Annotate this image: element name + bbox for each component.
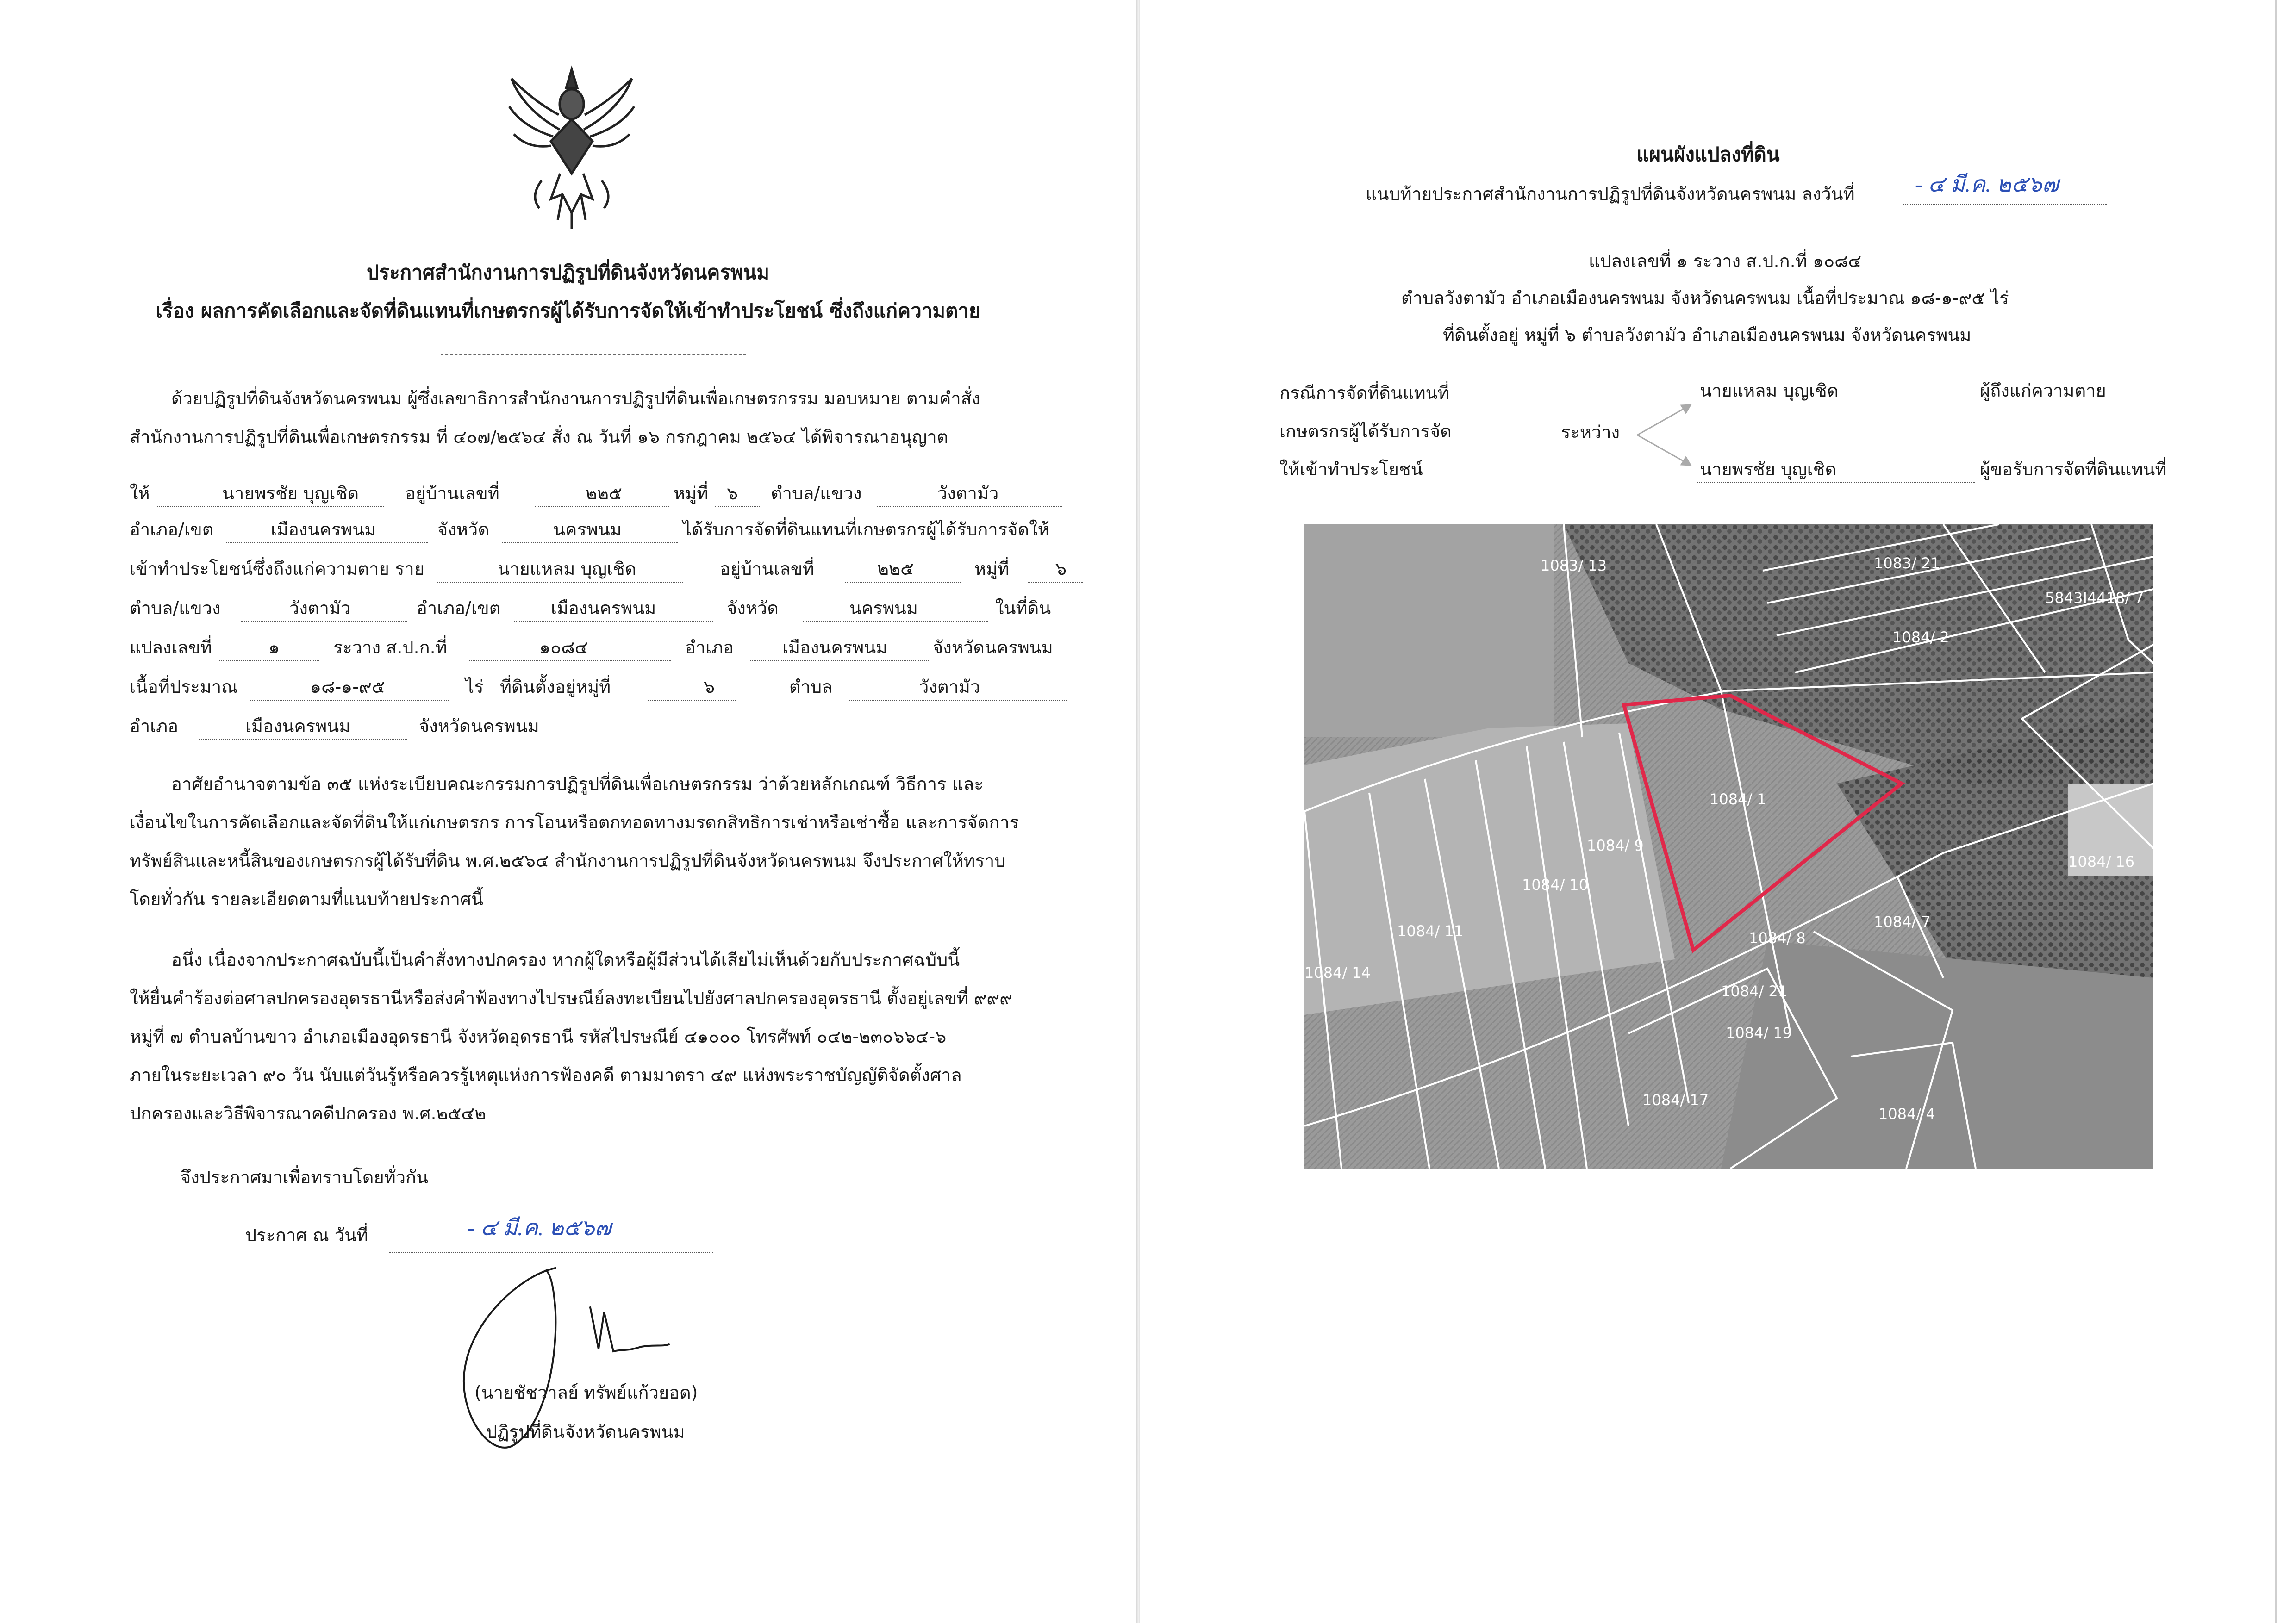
- underline: [1697, 482, 1975, 483]
- date-label: ประกาศ ณ วันที่: [245, 1225, 368, 1245]
- underline: [845, 582, 961, 583]
- para1-line2: สำนักงานการปฏิรูปที่ดินเพื่อเกษตรกรรม ที่ ๔๐๗/๒๕๖๔ สั่ง ณ วันที่ ๑๖ กรกฎาคม ๒๕๖๔ ได้พิจารณาอนุญาต: [130, 427, 948, 447]
- underline: [199, 739, 407, 740]
- field-moo: ๖: [1055, 559, 1067, 579]
- case-line: กรณีการจัดที่ดินแทนที่: [1279, 383, 1449, 403]
- garuda-emblem-icon: [507, 60, 636, 231]
- para1-line4-rest: ได้รับการจัดที่ดินแทนที่เกษตรกรผู้ได้รับการจัดให้: [683, 519, 1049, 540]
- para3-line: หมู่ที่ ๗ ตำบลบ้านขาว อำเภอเมืองอุดรธานี จังหวัดอุดรธานี รหัสไปรษณีย์ ๔๑๐๐๐ โทรศัพท์ ๐๔๒-๒๓๐๖๖๔-๖: [130, 1026, 947, 1047]
- field-tambon: วังตามัว: [919, 677, 980, 697]
- map-parcel-label: 5843I4418/ 7: [2045, 589, 2144, 607]
- label-province: จังหวัด: [727, 598, 779, 618]
- label-sheet: ระวาง ส.ป.ก.ที่: [333, 637, 447, 658]
- map-parcel-label: 1084/ 8: [1749, 929, 1806, 947]
- underline: [250, 700, 449, 701]
- label-amphoe: อำเภอ/เขต: [417, 598, 501, 618]
- underline: [437, 582, 683, 583]
- field-plot: ๑: [268, 637, 280, 658]
- para3-line: ปกครองและวิธีพิจารณาคดีปกครอง พ.ศ.๒๕๔๒: [130, 1103, 487, 1124]
- label-tambon: ตำบล/แขวง: [130, 598, 221, 618]
- field-province: นครพนม: [849, 598, 918, 618]
- field-amphoe: เมืองนครพนม: [782, 637, 888, 658]
- announcement-page: [0, 0, 1136, 1623]
- underline: [502, 542, 678, 543]
- label-amphoe: อำเภอ: [685, 637, 734, 658]
- map-parcel-label: 1084/ 4: [1878, 1105, 1935, 1123]
- label-rai: ไร่: [465, 677, 484, 697]
- map-parcel-label: 1083/ 21: [1874, 554, 1940, 572]
- field-province-text: จังหวัดนครพนม: [419, 716, 539, 736]
- map-parcel-label: 1084/ 16: [2068, 853, 2135, 871]
- map-parcel-label: 1083/ 13: [1541, 557, 1607, 574]
- field-amphoe: เมืองนครพนม: [271, 519, 376, 540]
- paper-edge: [2275, 0, 2277, 1623]
- underline: [803, 621, 988, 622]
- para2-line: ทรัพย์สินและหนี้สินของเกษตรกรผู้ได้รับที่ดิน พ.ศ.๒๕๖๔ สำนักงานการปฏิรูปที่ดินจังหวัดนครพนม จึงประกาศให้ทราบ: [130, 851, 1006, 871]
- date-handwritten: - ๔ มี.ค. ๒๕๖๗: [468, 1216, 611, 1240]
- label-deceased: เข้าทำประโยชน์ซึ่งถึงแก่ความตาย ราย: [130, 559, 425, 579]
- map-parcel-label: 1084/ 1: [1710, 790, 1766, 808]
- underline: [877, 506, 1062, 507]
- para1-line6-rest: ในที่ดิน: [995, 598, 1051, 618]
- underline: [241, 621, 407, 622]
- page-fold: [1136, 0, 1140, 1623]
- map-parcel-label: 1084/ 7: [1874, 913, 1931, 931]
- map-parcel-label: 1084/ 21: [1721, 983, 1788, 1000]
- label-give: ให้: [130, 483, 150, 504]
- underline: [157, 506, 384, 507]
- label-house: อยู่บ้านเลขที่: [405, 483, 499, 504]
- attach-date-handwritten: - ๔ มี.ค. ๒๕๖๗: [1915, 172, 2059, 197]
- deceased-role: ผู้ถึงแก่ความตาย: [1980, 380, 2106, 401]
- field-house: ๒๒๕: [877, 559, 914, 579]
- case-line: ให้เข้าทำประโยชน์: [1279, 459, 1423, 479]
- announcement-subject: เรื่อง ผลการคัดเลือกและจัดที่ดินแทนที่เกษตรกรผู้ได้รับการจัดให้เข้าทำประโยชน์ ซึ่งถึงแก่ความตาย: [156, 299, 980, 322]
- underline: [648, 700, 736, 701]
- signer-name: (นายชัชวาลย์ ทรัพย์แก้วยอด): [474, 1382, 698, 1403]
- label-house: อยู่บ้านเลขที่: [720, 559, 814, 579]
- field-province-text: จังหวัดนครพนม: [933, 637, 1053, 658]
- aerial-plot-map: [1304, 524, 2153, 1169]
- para3-line: อนึ่ง เนื่องจากประกาศฉบับนี้เป็นคำสั่งทางปกครอง หากผู้ใดหรือผู้มีส่วนได้เสียไม่เห็นด้วยกับประกาศฉบับนี้: [171, 950, 960, 970]
- recipient-name: นายพรชัย บุญเชิด: [1700, 459, 1837, 479]
- location-line: ตำบลวังตามัว อำเภอเมืองนครพนม จังหวัดนครพนม เนื้อที่ประมาณ ๑๘-๑-๙๕ ไร่: [1401, 288, 2009, 308]
- split-arrow-icon: [1635, 398, 1695, 472]
- para3-line: ให้ยื่นคำร้องต่อศาลปกครองอุดรธานีหรือส่งคำฟ้องทางไปรษณีย์ลงทะเบียนไปยังศาลปกครองอุดรธานี ตั้งอยู่เลขที่ ๙๙๙: [130, 988, 1013, 1008]
- field-sheet: ๑๐๘๔: [539, 637, 588, 658]
- field-house: ๒๒๕: [586, 483, 622, 504]
- label-tambon: ตำบล: [789, 677, 833, 697]
- label-tambon: ตำบล/แขวง: [771, 483, 862, 504]
- label-area: เนื้อที่ประมาณ: [130, 677, 238, 697]
- field-recipient-name: นายพรชัย บุญเชิด: [222, 483, 359, 504]
- recipient-role: ผู้ขอรับการจัดที่ดินแทนที่: [1980, 459, 2167, 479]
- between-label: ระหว่าง: [1561, 422, 1620, 442]
- closing-line: จึงประกาศมาเพื่อทราบโดยทั่วกัน: [181, 1167, 429, 1188]
- underline: [1903, 204, 2107, 205]
- map-parcel-label: 1084/ 11: [1397, 922, 1464, 940]
- underline: [535, 506, 669, 507]
- map-parcel-label: 1084/ 2: [1892, 628, 1949, 646]
- field-deceased-name: นายแหลม บุญเชิด: [498, 559, 636, 579]
- announcement-title: ประกาศสำนักงานการปฏิรูปที่ดินจังหวัดนครพนม: [366, 261, 770, 284]
- underline: [715, 506, 761, 507]
- field-province: นครพนม: [553, 519, 622, 540]
- field-moo: ๖: [727, 483, 738, 504]
- underline: [750, 660, 930, 661]
- underline: [1028, 582, 1083, 583]
- para2-line: เงื่อนไขในการคัดเลือกและจัดที่ดินให้แก่เกษตรกร การโอนหรือตกทอดทางมรดกสิทธิการเช่าหรือเช่าซื้อ และการจัดการ: [130, 812, 1019, 833]
- signer-title: ปฏิรูปที่ดินจังหวัดนครพนม: [486, 1422, 685, 1442]
- underline: [225, 542, 428, 543]
- field-moo: ๖: [704, 677, 715, 697]
- label-moo: หมู่ที่: [974, 559, 1010, 579]
- label-province: จังหวัด: [437, 519, 489, 540]
- field-tambon: วังตามัว: [937, 483, 999, 504]
- address-line: ที่ดินตั้งอยู่ หมู่ที่ ๖ ตำบลวังตามัว อำเภอเมืองนครพนม จังหวัดนครพนม: [1443, 325, 1972, 345]
- field-amphoe: เมืองนครพนม: [551, 598, 656, 618]
- field-tambon: วังตามัว: [289, 598, 351, 618]
- para1-line1: ด้วยปฏิรูปที่ดินจังหวัดนครพนม ผู้ซึ่งเลขาธิการสำนักงานการปฏิรูปที่ดินเพื่อเกษตรกรรม มอบหมาย ตามคำสั่ง: [171, 388, 980, 409]
- label-location-moo: ที่ดินตั้งอยู่หมู่ที่: [500, 677, 611, 697]
- map-parcel-label: 1084/ 14: [1304, 964, 1371, 982]
- para2-line: อาศัยอำนาจตามข้อ ๓๕ แห่งระเบียบคณะกรรมการปฏิรูปที่ดินเพื่อเกษตรกรรม ว่าด้วยหลักเกณฑ์ วิธีการ และ: [171, 774, 984, 794]
- field-amphoe: เมืองนครพนม: [245, 716, 351, 736]
- title-divider: [441, 354, 746, 355]
- field-area: ๑๘-๑-๙๕: [310, 677, 385, 697]
- underline: [218, 660, 319, 661]
- case-line: เกษตรกรผู้ได้รับการจัด: [1279, 421, 1452, 442]
- deceased-name: นายแหลม บุญเชิด: [1700, 380, 1839, 401]
- label-moo: หมู่ที่: [674, 483, 709, 504]
- underline: [849, 700, 1067, 701]
- plot-line: แปลงเลขที่ ๑ ระวาง ส.ป.ก.ที่ ๑๐๘๔: [1589, 251, 1862, 271]
- label-amphoe: อำเภอ/เขต: [130, 519, 214, 540]
- underline: [468, 660, 671, 661]
- map-parcel-label: 1084/ 10: [1522, 876, 1589, 894]
- underline: [389, 1252, 713, 1253]
- map-parcel-label: 1084/ 19: [1726, 1024, 1792, 1042]
- attach-label: แนบท้ายประกาศสำนักงานการปฏิรูปที่ดินจังหวัดนครพนม ลงวันที่: [1366, 184, 1855, 204]
- label-plot: แปลงเลขที่: [130, 637, 212, 658]
- underline: [514, 621, 713, 622]
- para3-line: ภายในระยะเวลา ๙๐ วัน นับแต่วันรู้หรือควรรู้เหตุแห่งการฟ้องคดี ตามมาตรา ๔๙ แห่งพระราชบัญญัติจัดตั้งศาล: [130, 1065, 962, 1085]
- map-parcel-label: 1084/ 17: [1642, 1091, 1709, 1109]
- map-title: แผนผังแปลงที่ดิน: [1636, 143, 1780, 166]
- label-amphoe: อำเภอ: [130, 716, 179, 736]
- map-parcel-label: 1084/ 9: [1587, 837, 1644, 854]
- para2-line: โดยทั่วกัน รายละเอียดตามที่แนบท้ายประกาศนี้: [130, 889, 484, 909]
